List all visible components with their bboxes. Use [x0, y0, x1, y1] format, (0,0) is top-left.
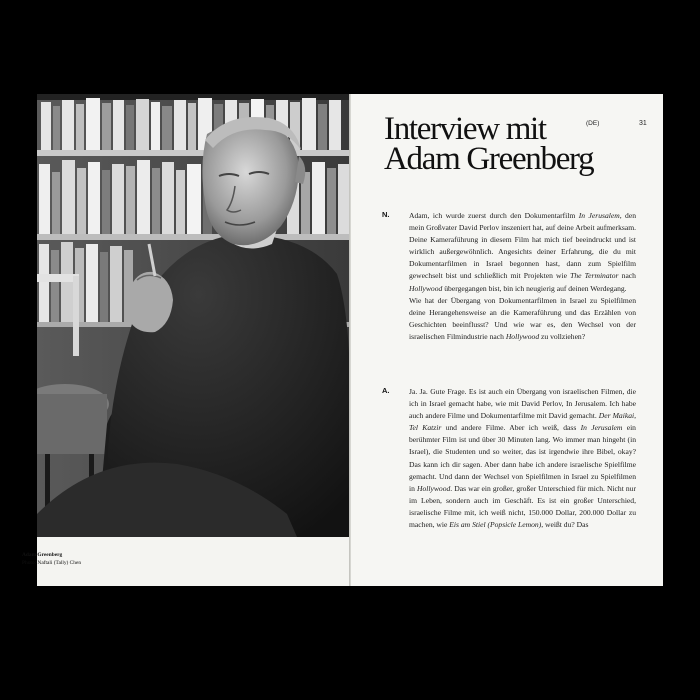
text-run: und andere Filme. Aber ich weiß, dass: [441, 423, 581, 433]
italic-title: Hollywood: [409, 283, 443, 293]
text-run: , den mein Großvater David Perlov inszeniert hat, auf deine Arbeit aufmerksam. Deine Kameraführung in diesem Film hat mich tief beeindruckt und ist wirklich außergewöhnlich. Angesichts deiner Erfahrung, die du mit Dokumentarfilmen in Israel begonnen hast, dann zum Spielfilm gewechselt bist und schließlich mit Projekten wie: [409, 211, 636, 281]
question-label: N.: [382, 210, 390, 219]
italic-title: In Jerusalem: [580, 423, 623, 433]
language-tag: (DE): [586, 120, 600, 127]
italic-title: Der Maikai: [598, 411, 635, 421]
text-run: zu vollziehen?: [539, 331, 586, 341]
text-run: ein berühmter Film ist und über 30 Minuten lang. Wo immer man hingeht (in Israel), die Studenten und so weiter, das ist irgendwie ihre Bibel, okay? Das kann ich dir sagen. Aber dann habe ich andere israelische Spielfilme gemacht. Und dann der Wechsel von Spielfilmen in Israel zu Spielfilmen in: [409, 423, 636, 493]
italic-title: In Jerusalem: [578, 211, 620, 220]
text-run: . Das war ein großer, großer Unterschied für mich. Nicht nur im Leben, sondern auch im Geschäft. Es ist ein großer Unterschied, israelische Filme mit, ich weiß nicht, 150.000 Dollar, 200.000 Dollar zu machen, wie: [409, 483, 636, 530]
italic-title: Eis am Stiel (Popsicle Lemon): [449, 520, 542, 530]
title-line-1: Interview mit: [384, 111, 546, 147]
question-text: [409, 210, 636, 343]
text-run: nach: [618, 271, 636, 281]
title-line-2: Adam Greenberg: [384, 141, 594, 177]
answer-label: A.: [382, 386, 390, 395]
text-run: Wie hat der Übergang von Dokumentarfilmen in Israel zu Spielfilmen deine Herangehensweise an die Kameraführung und das Erzählen von Geschichten beeinflusst? Und wie war es, den Wechsel von der israelischen Filmindustrie nach: [409, 295, 636, 341]
text-run: , weißt du? Das: [541, 520, 589, 530]
text-run: ,: [634, 411, 637, 421]
portrait-illustration: [37, 94, 350, 537]
caption-credit: Photo: Naftali (Tally) Chen: [22, 560, 82, 566]
answer-text: [409, 386, 636, 531]
italic-title: Tel Katzir: [409, 423, 442, 433]
question-paragraph: [409, 210, 636, 295]
text-run: Adam, ich wurde zuerst durch den Dokumentarfilm: [409, 211, 579, 220]
italic-title: Hollywood: [416, 483, 451, 493]
left-page: [37, 94, 350, 586]
question-paragraph: [409, 295, 636, 343]
caption-name: Adam Greenberg: [22, 552, 63, 558]
answer-paragraph: [409, 386, 636, 531]
portrait-photo: [37, 94, 350, 537]
page-title: [384, 111, 594, 177]
italic-title: The Terminator: [570, 271, 619, 281]
page-number: 31: [639, 120, 647, 127]
italic-title: Hollywood: [505, 331, 540, 341]
text-run: Ja. Ja. Gute Frage. Es ist auch ein Übergang von israelischen Filmen, die ich in Israel gemacht habe, wie mit David Perlov, In Jerusalem. Ich habe auch andere Filme und Dokumentarfilme mit David gemacht.: [409, 387, 636, 421]
photo-caption: [22, 551, 81, 567]
text-run: übergegangen bist, bin ich neugierig auf deinen Werdegang.: [442, 283, 627, 293]
